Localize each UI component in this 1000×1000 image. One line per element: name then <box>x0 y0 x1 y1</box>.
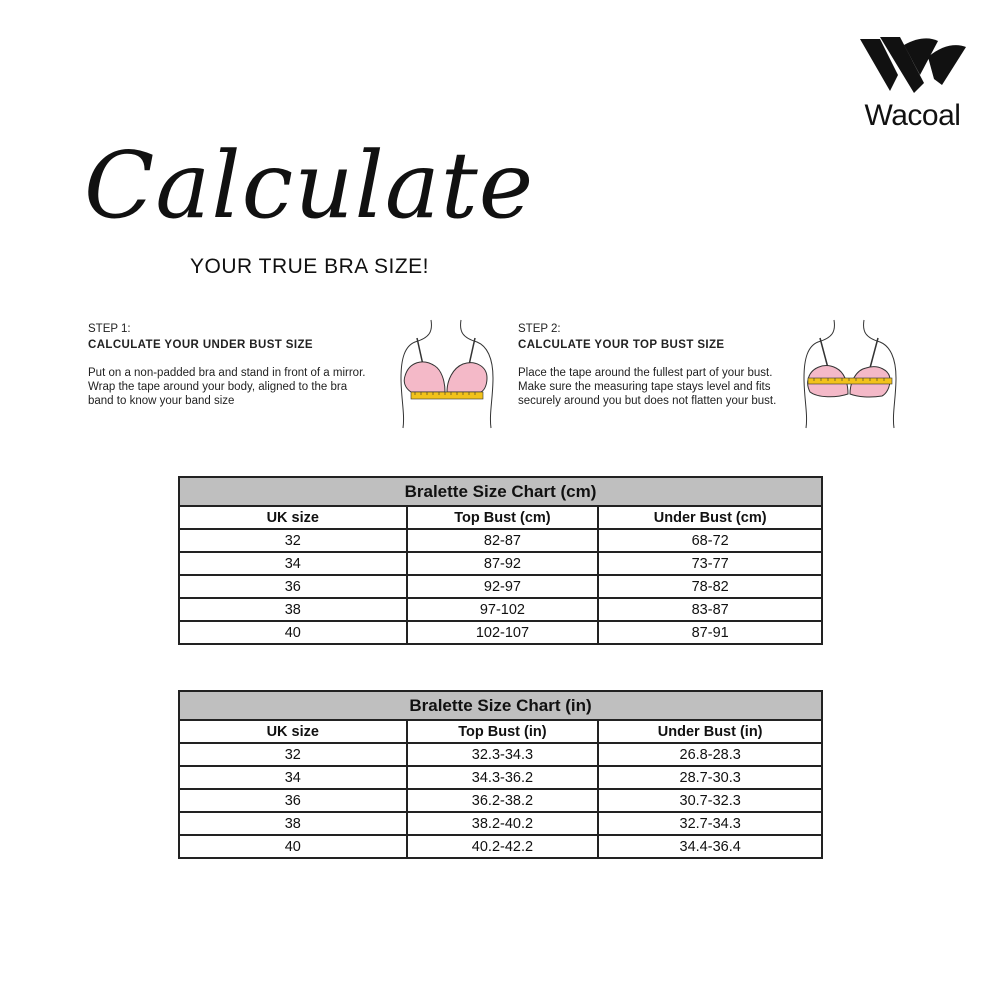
step-label: STEP 1: <box>88 323 131 335</box>
table-cell: 28.7-30.3 <box>598 766 822 789</box>
table-cell: 34.3-36.2 <box>407 766 599 789</box>
table-cell: 30.7-32.3 <box>598 789 822 812</box>
table-cell: 32.3-34.3 <box>407 743 599 766</box>
column-header-under-bust: Under Bust (in) <box>598 720 822 743</box>
page-subtitle: YOUR TRUE BRA SIZE! <box>190 255 429 278</box>
table-row <box>179 789 822 812</box>
table-cell: 34 <box>179 766 407 789</box>
table-cell: 87-92 <box>407 552 599 575</box>
table-cell: 34 <box>179 552 407 575</box>
table-cell: 78-82 <box>598 575 822 598</box>
table-row <box>179 812 822 835</box>
size-chart-cm <box>178 476 823 645</box>
column-header-under-bust: Under Bust (cm) <box>598 506 822 529</box>
step-2 <box>518 322 803 408</box>
table-row <box>179 835 822 858</box>
brand-wordmark: Wacoal <box>864 99 961 132</box>
table-row <box>179 766 822 789</box>
table-cell: 87-91 <box>598 621 822 644</box>
table-cell: 40.2-42.2 <box>407 835 599 858</box>
chart-title: Bralette Size Chart (cm) <box>179 477 822 506</box>
wacoal-logo <box>855 35 970 135</box>
table-row <box>179 621 822 644</box>
table-cell: 36 <box>179 575 407 598</box>
table-cell: 83-87 <box>598 598 822 621</box>
table-cell: 97-102 <box>407 598 599 621</box>
step-heading: CALCULATE YOUR UNDER BUST SIZE <box>88 339 313 351</box>
wacoal-wings-icon <box>858 35 968 95</box>
table-cell: 73-77 <box>598 552 822 575</box>
step-heading: CALCULATE YOUR TOP BUST SIZE <box>518 339 725 351</box>
table-cell: 38 <box>179 812 407 835</box>
table-cell: 38 <box>179 598 407 621</box>
table-row <box>179 552 822 575</box>
top-bust-illustration <box>798 318 903 430</box>
table-row <box>179 598 822 621</box>
size-chart-in <box>178 690 823 859</box>
table-cell: 36 <box>179 789 407 812</box>
table-cell: 68-72 <box>598 529 822 552</box>
table-cell: 36.2-38.2 <box>407 789 599 812</box>
table-cell: 82-87 <box>407 529 599 552</box>
chart-title: Bralette Size Chart (in) <box>179 691 822 720</box>
column-header-top-bust: Top Bust (cm) <box>407 506 599 529</box>
column-header-uk-size: UK size <box>179 720 407 743</box>
table-cell: 26.8-28.3 <box>598 743 822 766</box>
table-row <box>179 575 822 598</box>
column-header-uk-size: UK size <box>179 506 407 529</box>
under-bust-illustration <box>395 318 500 430</box>
table-cell: 92-97 <box>407 575 599 598</box>
step-description: Put on a non-padded bra and stand in front of a mirror. Wrap the tape around your body, aligned to the bra band to know your band size <box>88 367 366 407</box>
table-row <box>179 743 822 766</box>
page-title: Calculate <box>84 132 535 239</box>
table-row <box>179 529 822 552</box>
table-cell: 38.2-40.2 <box>407 812 599 835</box>
table-cell: 32.7-34.3 <box>598 812 822 835</box>
column-header-top-bust: Top Bust (in) <box>407 720 599 743</box>
table-cell: 32 <box>179 743 407 766</box>
table-cell: 40 <box>179 835 407 858</box>
step-description: Place the tape around the fullest part of your bust. Make sure the measuring tape stays level and fits securely around you but does not flatten your bust. <box>518 367 777 407</box>
table-cell: 102-107 <box>407 621 599 644</box>
step-1 <box>88 322 373 408</box>
table-cell: 34.4-36.4 <box>598 835 822 858</box>
table-cell: 40 <box>179 621 407 644</box>
table-cell: 32 <box>179 529 407 552</box>
step-label: STEP 2: <box>518 323 561 335</box>
